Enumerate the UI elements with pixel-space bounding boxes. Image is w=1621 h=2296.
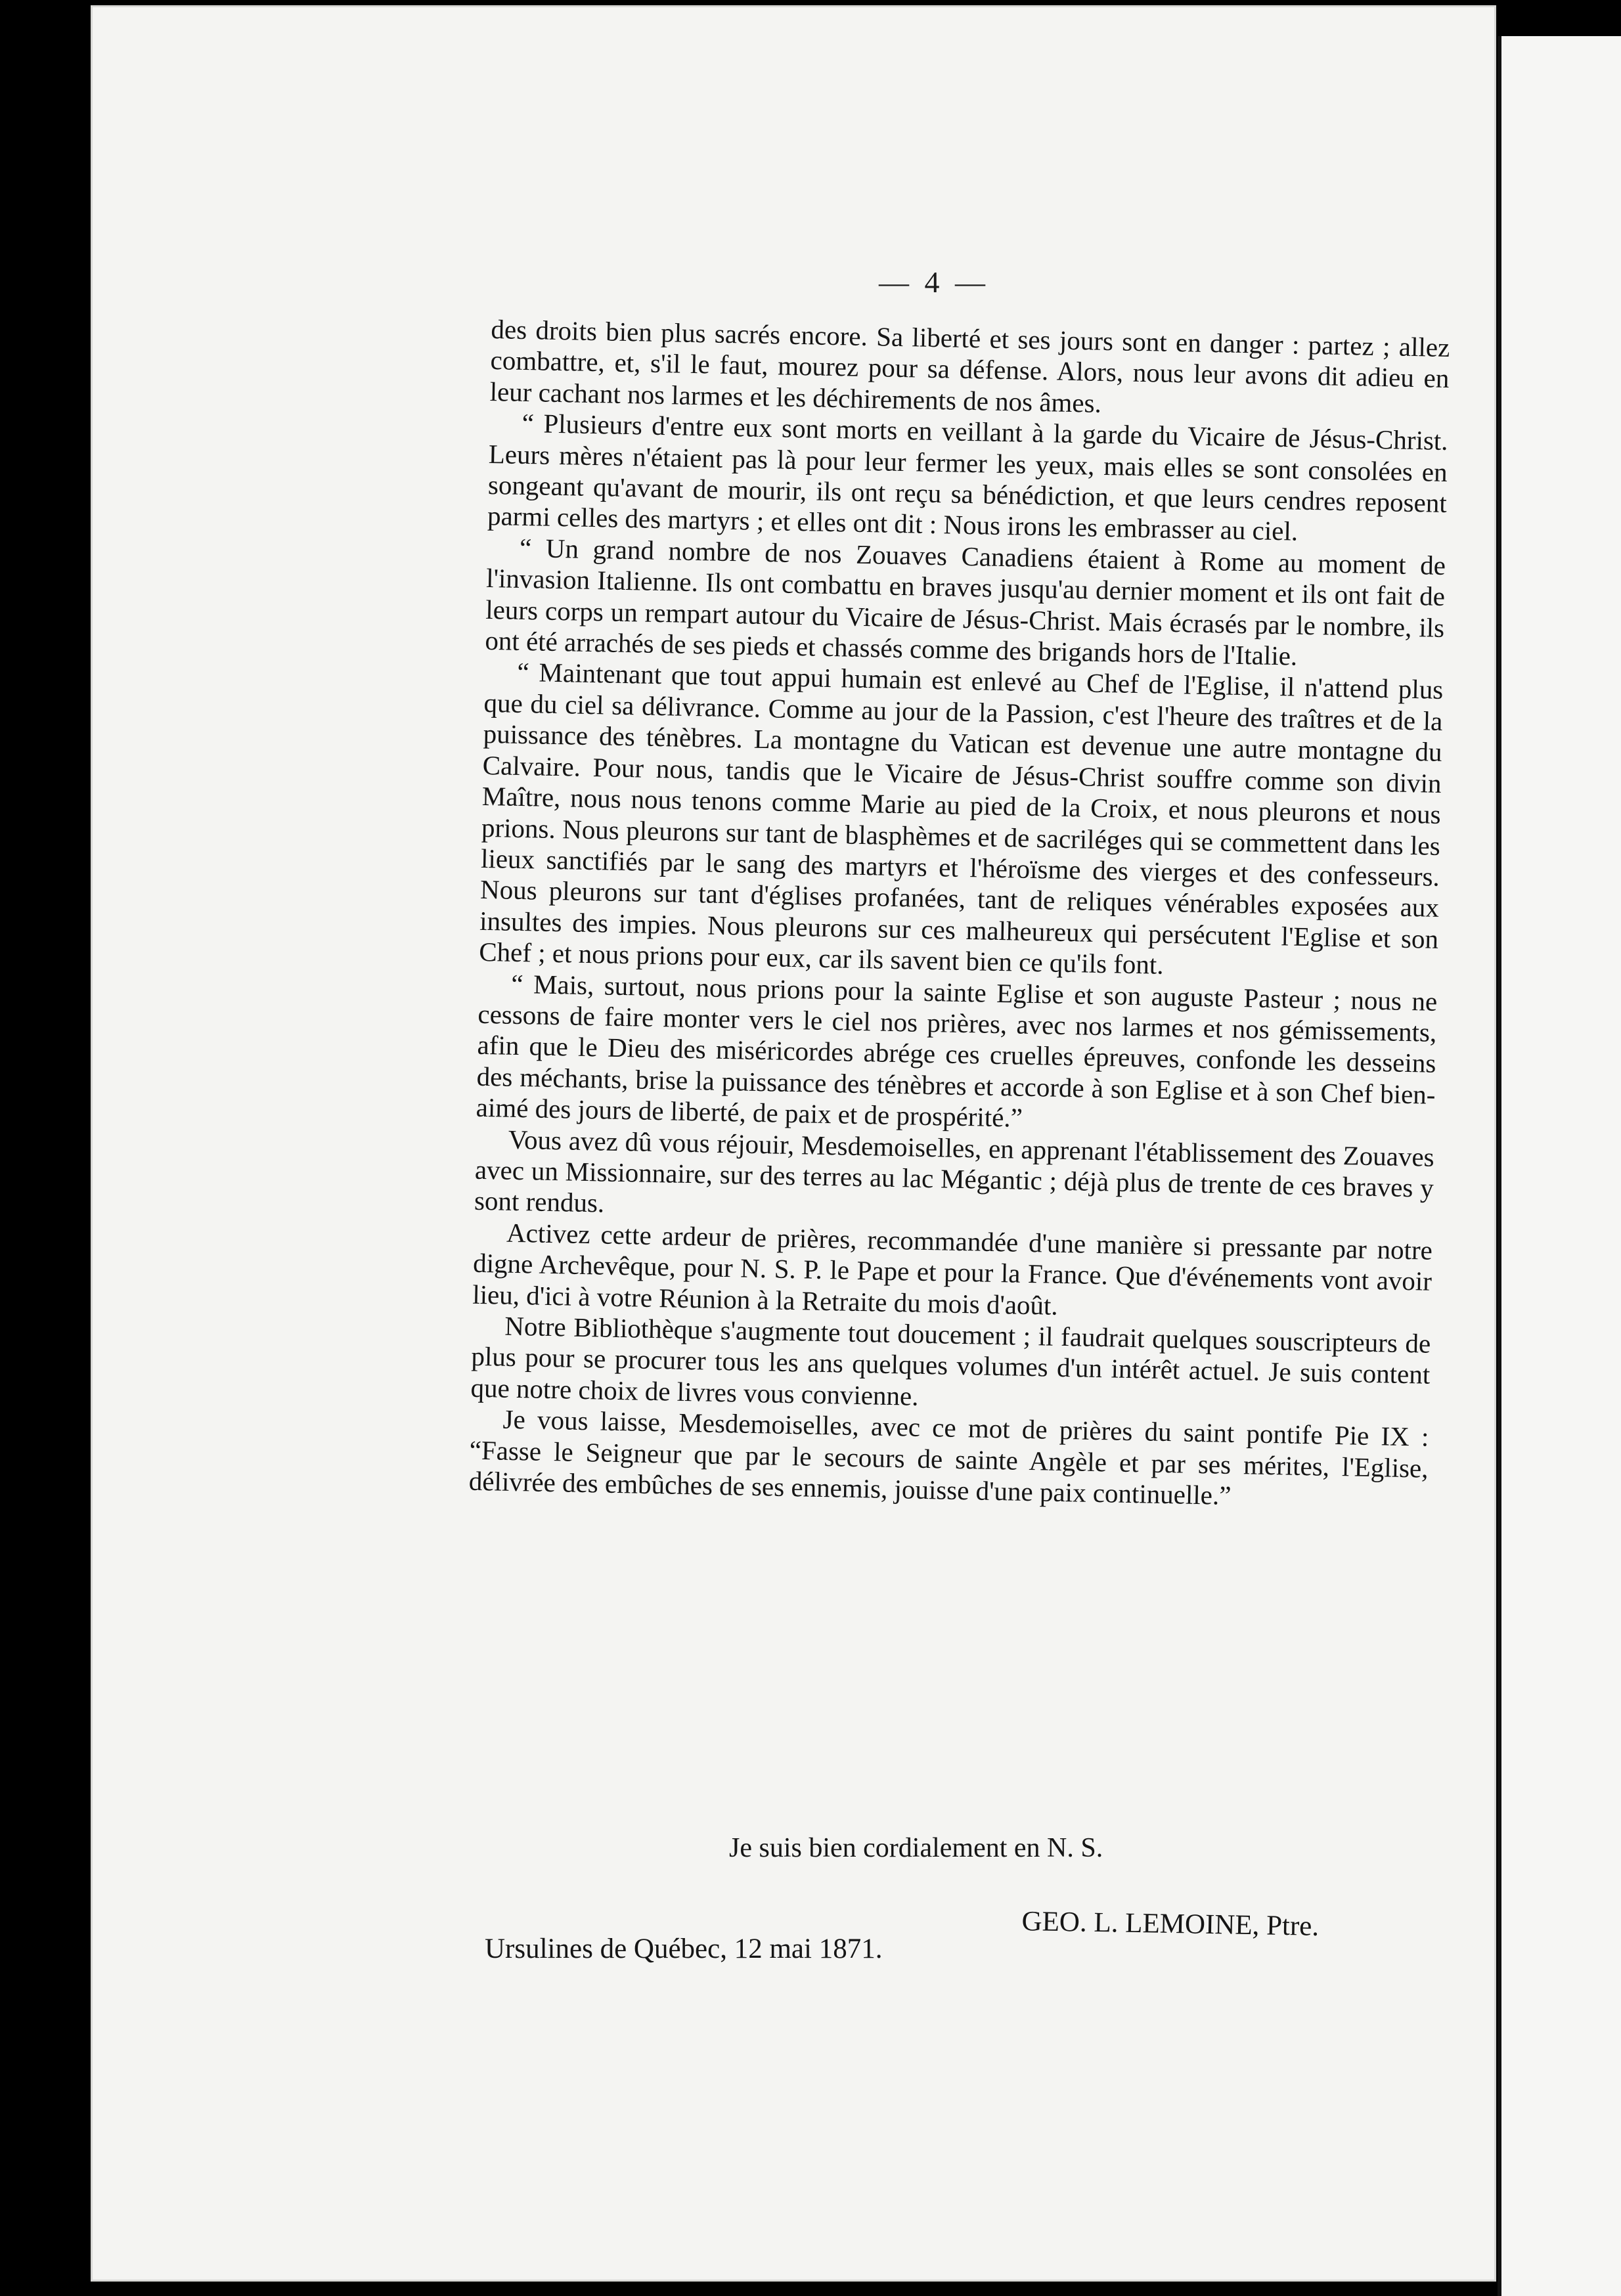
page-number: — 4 — [879,265,989,299]
letter-body [468,314,1450,1515]
paragraph-8: Notre Bibliothèque s'augmente tout doucement ; il faudrait quelques souscripteurs de plus pour se procurer tous les ans quelques volumes d'un intérêt actuel. Je suis content que notre choix de livres vous convienne. [470,1310,1431,1411]
place-date: Ursulines de Québec, 12 mai 1871. [485,1933,883,1964]
adjacent-page-edge [1498,36,1621,2296]
paragraph-4: “ Maintenant que tout appui humain est enlevé au Chef de l'Eglise, il n'attend plus que du ciel sa délivrance. Comme au jour de la Passion, c'est l'heure des traîtres et de la puissance des ténèbres. La montagne du Vatican est devenue une autre montagne du Calvaire. Pour nous, tandis que le Vicaire de Jésus-Christ souffre comme son divin Maître, nous nous tenons comme Marie au pied de la Croix, et nous pleurons et nous prions. Nous pleurons sur tant de blasphèmes et de sacriléges qui se commettent dans les lieux sanctifiés par le sang des martyrs et l'héroïsme des vierges et des confesseurs. Nous pleurons sur tant d'églises profanées, tant de reliques vénérables exposées aux insultes des impies. Nous pleurons sur ces malheureux qui persécutent l'Eglise et son Chef ; et nous prions pour eux, car ils savent bien ce qu'ils font. [478,657,1444,980]
paragraph-6: Vous avez dû vous réjouir, Mesdemoiselles, en apprenant l'établissement des Zouaves avec un Missionnaire, sur des terres au lac Mégantic ; déjà plus de trente de ces braves y sont rendus. [474,1124,1435,1218]
paragraph-5: “ Mais, surtout, nous prions pour la sainte Eglise et son auguste Pasteur ; nous ne cessons de faire monter vers le ciel nos prières, avec nos larmes et nos gémissements, afin que le Dieu des miséricordes abrége ces cruelles épreuves, confonde les desseins des méchants, brise la puissance des ténèbres et accorde à son Eglise et à son Chef bien-aimé des jours de liberté, de paix et de prospérité.” [476,968,1438,1133]
paragraph-1: des droits bien plus sacrés encore. Sa liberté et ses jours sont en danger : partez ; allez combattre, et, s'il le faut, mourez pour sa défense. Alors, nous leur avons dit adieu en leur cachant nos larmes et les déchirements de nos âmes. [489,314,1450,418]
document-page [91,5,1496,2282]
signature: GEO. L. LEMOINE, Ptre. [1021,1905,1320,1942]
paragraph-3: “ Un grand nombre de nos Zouaves Canadiens étaient à Rome au moment de l'invasion Italienne. Ils ont combattu en braves jusqu'au dernier moment et ils ont fait de leurs corps un rempart autour du Vicaire de Jésus-Christ. Mais écrasés par le nombre, ils ont été arrachés de ses pieds et chassés comme des brigands hors de l'Italie. [485,532,1446,671]
paragraph-9: Je vous laisse, Mesdemoiselles, avec ce mot de prières du saint pontife Pie IX : “Fasse le Seigneur que par le secours de sainte Angèle et par ses mérites, l'Eglise, délivrée des embûches de ses ennemis, jouisse d'une paix continuelle.” [468,1403,1429,1511]
closing-line: Je suis bien cordialement en N. S. [729,1833,1103,1863]
paragraph-7: Activez cette ardeur de prières, recommandée d'une manière si pressante par notre digne Archevêque, pour N. S. P. le Pape et pour la France. Que d'événements vont avoir lieu, d'ici à votre Réunion à la Retraite du mois d'août. [472,1217,1433,1321]
paragraph-2: “ Plusieurs d'entre eux sont morts en veillant à la garde du Vicaire de Jésus-Christ. Leurs mères n'étaient pas là pour leur fermer les yeux, mais elles se sont consolées en songeant qu'avant de mourir, ils ont reçu sa bénédiction, et que leurs cendres reposent parmi celles des martyrs ; et elles ont dit : Nous irons les embrasser au ciel. [487,408,1449,547]
